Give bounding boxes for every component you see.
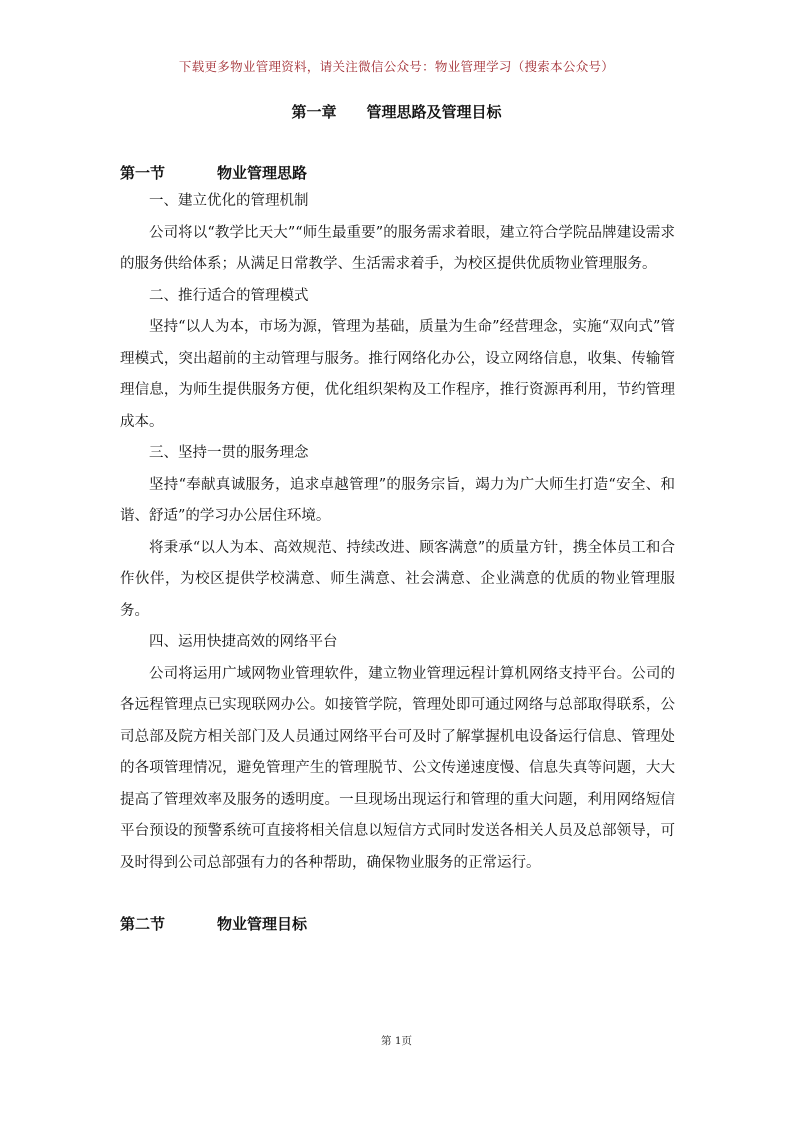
chapter-title xyxy=(0,101,793,122)
section-title: 物业管理目标 xyxy=(217,915,308,933)
paragraph: 将秉承“以人为本、高效规范、持续改进、顾客满意”的质量方针，携全体员工和合作伙伴，为校区提供学校满意、师生满意、社会满意、企业满意的优质的物业管理服务。 xyxy=(120,539,675,619)
chapter-name: 管理思路及管理目标 xyxy=(366,103,502,121)
section-title: 物业管理思路 xyxy=(217,164,308,182)
subheading-2: 二、推行适合的管理模式 xyxy=(149,287,309,304)
paragraph: 坚持“以人为本，市场为源，管理为基础，质量为生命”经营理念，实施“双向式”管理模式，突出超前的主动管理与服务。推行网络化办公，设立网络信息，收集、传输管理信息，为师生提供服务方便，优化组织架构及工作程序，推行资源再利用，节约管理成本。 xyxy=(120,319,675,430)
chapter-number: 第一章 xyxy=(291,103,337,121)
paragraph: 坚持“奉献真诚服务，追求卓越管理”的服务宗旨，竭力为广大师生打造“安全、和谐、舒适”的学习办公居住环境。 xyxy=(120,476,675,524)
page-header-notice: 下载更多物业管理资料，请关注微信公众号：物业管理学习（搜索本公众号） xyxy=(178,59,615,74)
section-number: 第二节 xyxy=(120,915,166,933)
subheading-1: 一、建立优化的管理机制 xyxy=(149,193,309,209)
page-number: 第 1页 xyxy=(380,1035,413,1047)
subheading-4: 四、运用快捷高效的网络平台 xyxy=(149,634,338,650)
paragraph: 公司将运用广域网物业管理软件，建立物业管理远程计算机网络支持平台。公司的各远程管理点已实现联网办公。如接管学院，管理处即可通过网络与总部取得联系，公司总部及院方相关部门及人员通过网络平台可及时了解掌握机电设备运行信息、管理处的各项管理情况，避免管理产生的管理脱节、公文传递速度慢、信息失真等问题，大大提高了管理效率及服务的透明度。一旦现场出现运行和管理的重大问题，利用网络短信平台预设的预警系统可直接将相关信息以短信方式同时发送各相关人员及总部领导，可及时得到公司总部强有力的各种帮助，确保物业服务的正常运行。 xyxy=(120,665,675,871)
subheading-3: 三、坚持一贯的服务理念 xyxy=(149,445,309,461)
paragraph: 公司将以“教学比天大”“师生最重要”的服务需求着眼，建立符合学院品牌建设需求的服务供给体系；从满足日常教学、生活需求着手，为校区提供优质物业管理服务。 xyxy=(120,224,675,272)
document-body xyxy=(120,160,675,937)
section-heading-2 xyxy=(120,911,675,937)
section-heading-1 xyxy=(120,160,675,186)
section-number: 第一节 xyxy=(120,164,166,182)
